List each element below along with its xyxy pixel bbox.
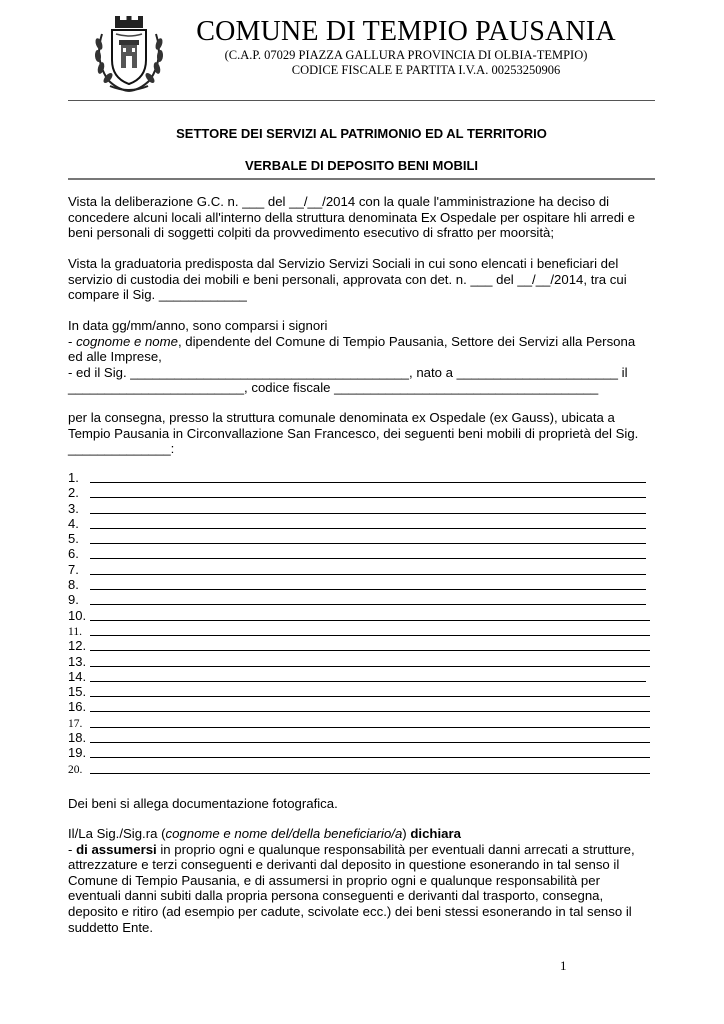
placeholder-beneficiary: cognome e nome del/della beneficiario/a (165, 826, 403, 841)
list-item (68, 546, 658, 561)
assumes-keyword: di assumersi (76, 841, 157, 857)
list-item (68, 638, 658, 653)
paragraph-deliberation (68, 194, 658, 241)
text-line: ______________: (68, 441, 175, 457)
list-item (68, 730, 658, 745)
item-number: 3. (68, 500, 79, 516)
item-number: 15. (68, 684, 87, 700)
blank-line (90, 696, 650, 697)
dash-prefix: - (68, 333, 77, 349)
blank-line (90, 727, 650, 728)
text-line: Tempio Pausania in Circonvallazione San Francesco, dei seguenti beni mobili di proprietà del Sig. (68, 425, 639, 441)
list-item (68, 592, 658, 607)
text-line (68, 334, 658, 350)
blank-line (90, 773, 650, 774)
text-line: In data gg/mm/anno, sono comparsi i signori (68, 318, 328, 333)
list-item (68, 684, 658, 699)
item-number: 17. (68, 717, 83, 730)
blank-line (90, 497, 646, 498)
text-line: per la consegna, presso la struttura comunale denominata ex Ospedale (ex Gauss), ubicata a (68, 410, 615, 425)
blank-line (90, 757, 650, 758)
list-item (68, 608, 658, 623)
text-line (68, 842, 658, 858)
item-number: 19. (68, 745, 87, 761)
text-line: ________________________, codice fiscale ____________________________________ (68, 380, 599, 396)
item-number: 18. (68, 730, 87, 746)
list-item (68, 715, 658, 730)
item-number: 1. (68, 470, 79, 485)
blank-line (90, 574, 646, 575)
blank-line (90, 482, 646, 483)
declares-keyword: dichiara (410, 826, 461, 841)
paragraph-declaration (68, 826, 658, 935)
page-number: 1 (560, 958, 567, 973)
item-number: 8. (68, 577, 79, 593)
blank-line (90, 513, 646, 514)
blank-line (90, 528, 646, 529)
closing-paren: ) (402, 826, 411, 841)
placeholder-name: cognome e nome (76, 333, 178, 349)
paragraph-photos (68, 796, 658, 812)
blank-line (90, 742, 650, 743)
blank-line (90, 681, 646, 682)
list-item (68, 654, 658, 669)
blank-line (90, 558, 646, 559)
list-item (68, 516, 658, 531)
list-item (68, 761, 658, 776)
blank-line (90, 620, 650, 621)
text-line: Vista la graduatoria predisposta dal Servizio Servizi Sociali in cui sono elencati i beneficiari del (68, 256, 619, 271)
list-item (68, 699, 658, 714)
document-title: VERBALE DI DEPOSITO BENI MOBILI (244, 158, 479, 173)
item-number: 2. (68, 485, 79, 501)
goods-list (68, 470, 658, 776)
list-item (68, 669, 658, 684)
text-line: concedere alcuni locali all'interno della struttura denominata Ex Ospedale per ospitare hli arredi e (68, 209, 635, 225)
item-number: 7. (68, 561, 79, 577)
list-item (68, 501, 658, 516)
text-line: - ed il Sig. ______________________________________, nato a ______________________ il (68, 364, 628, 380)
item-number: 13. (68, 653, 87, 669)
text-line: servizio di custodia dei mobili e beni personali, approvata con det. n. ___ del __/__/2014, tra cui (68, 271, 627, 287)
text-line (68, 826, 658, 842)
text-line: suddetto Ente. (68, 919, 154, 935)
item-number: 10. (68, 607, 87, 623)
list-item (68, 577, 658, 592)
blank-line (90, 589, 646, 590)
blank-line (90, 543, 646, 544)
blank-line (90, 635, 650, 636)
text-line: Vista la deliberazione G.C. n. ___ del __/__/2014 con la quale l'amministrazione ha deciso di (68, 194, 610, 209)
tax-code-line: CODICE FISCALE E PARTITA I.V.A. 00253250906 (291, 63, 561, 77)
item-number: 20. (68, 763, 83, 776)
item-number: 9. (68, 592, 79, 608)
blank-line (90, 711, 650, 712)
text-line: eventuali danni subiti dalla propria persona conseguenti e derivanti dal trasporto, consegna, (68, 888, 604, 904)
text-line: ed alle Imprese, (68, 349, 162, 365)
paragraph-comparsi (68, 318, 658, 396)
list-item (68, 562, 658, 577)
employee-description: , dipendente del Comune di Tempio Pausania, Settore dei Servizi alla Persona (177, 333, 636, 349)
section-heading: SETTORE DEI SERVIZI AL PATRIMONIO ED AL TERRITORIO (176, 126, 547, 141)
item-number: 6. (68, 546, 79, 562)
title-divider (68, 178, 655, 180)
item-number: 4. (68, 515, 79, 531)
item-number: 12. (68, 638, 87, 654)
municipal-crest-logo (88, 14, 170, 94)
item-number: 14. (68, 668, 87, 684)
text-line: beni personali di soggetti colpiti da provvedimento esecutivo di sfratto per moorsità; (68, 225, 554, 241)
text-line: Comune di Tempio Pausania, e di assumersi in proprio ogni e qualunque responsabilità per (68, 872, 600, 888)
header-divider (68, 100, 655, 101)
text-line: Dei beni si allega documentazione fotografica. (68, 796, 338, 811)
text-line: attrezzature e terzi conseguenti e derivanti dal deposito in questione esonerando in tal senso il (68, 857, 620, 873)
dash-prefix: - (68, 841, 77, 857)
blank-line (90, 650, 650, 651)
item-number: 5. (68, 531, 79, 547)
blank-line (90, 604, 646, 605)
paragraph-consegna (68, 410, 658, 457)
item-number: 16. (68, 699, 87, 715)
item-number: 11. (68, 625, 82, 638)
blank-line (90, 666, 650, 667)
list-item (68, 470, 658, 485)
list-item (68, 623, 658, 638)
list-item (68, 485, 658, 500)
text-line: deposito e ritiro (ad esempio per cadute, scivolate ecc.) dei beni stessi esonerando in tal senso il (68, 903, 632, 919)
list-item (68, 745, 658, 760)
declarant-prefix: Il/La Sig./Sig.ra ( (68, 826, 166, 841)
responsibility-text: in proprio ogni e qualunque responsabilità per eventuali danni arrecati a strutture, (156, 841, 635, 857)
list-item (68, 531, 658, 546)
paragraph-graduatoria (68, 256, 658, 303)
text-line: compare il Sig. ____________ (68, 287, 247, 303)
address-line: (C.A.P. 07029 PIAZZA GALLURA PROVINCIA DI OLBIA-TEMPIO) (224, 48, 588, 62)
municipality-title: COMUNE DI TEMPIO PAUSANIA (196, 16, 616, 47)
